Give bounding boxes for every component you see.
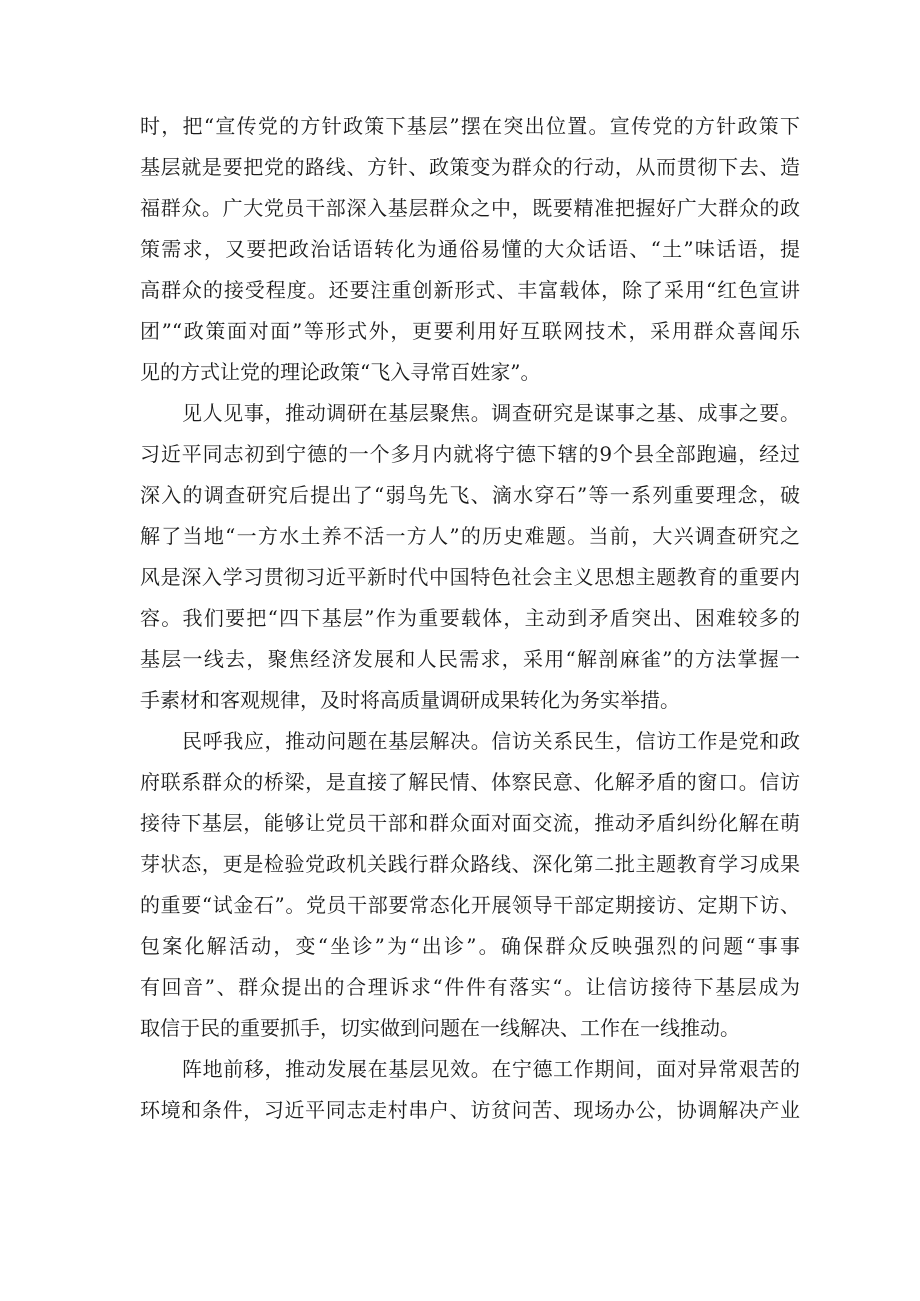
text-line: 包案化解活动，变“坐诊”为“出诊”。确保群众反映强烈的问题“事事 — [140, 934, 800, 958]
text-line: 时，把“宣传党的方针政策下基层”摆在突出位置。宣传党的方针政策下 — [140, 114, 800, 138]
text-line: 基层一线去，聚焦经济发展和人民需求，采用“解剖麻雀”的方法掌握一 — [140, 647, 800, 671]
paragraph-first-line: 见人见事，推动调研在基层聚焦。调查研究是谋事之基、成事之要。 — [182, 401, 800, 425]
text-line: 的重要“试金石”。党员干部要常态化开展领导干部定期接访、定期下访、 — [140, 893, 800, 917]
text-line: 芽状态，更是检验党政机关践行群众路线、深化第二批主题教育学习成果 — [140, 852, 800, 876]
text-line: 高群众的接受程度。还要注重创新形式、丰富载体，除了采用“红色宣讲 — [140, 278, 800, 302]
text-line: 府联系群众的桥梁，是直接了解民情、体察民意、化解矛盾的窗口。信访 — [140, 770, 800, 794]
text-line: 环境和条件，习近平同志走村串户、访贫问苦、现场办公，协调解决产业 — [140, 1098, 800, 1122]
text-line: 团”“政策面对面”等形式外，更要利用好互联网技术，采用群众喜闻乐 — [140, 319, 800, 343]
text-line: 习近平同志初到宁德的一个多月内就将宁德下辖的9个县全部跑遍，经过 — [140, 442, 800, 466]
text-line: 取信于民的重要抓手，切实做到问题在一线解决、工作在一线推动。 — [140, 1016, 740, 1040]
text-line: 容。我们要把“四下基层”作为重要载体，主动到矛盾突出、困难较多的 — [140, 606, 800, 630]
text-line: 福群众。广大党员干部深入基层群众之中，既要精准把握好广大群众的政 — [140, 196, 800, 220]
paragraph-first-line: 民呼我应，推动问题在基层解决。信访关系民生，信访工作是党和政 — [182, 729, 800, 753]
text-line: 深入的调查研究后提出了“弱鸟先飞、滴水穿石”等一系列重要理念，破 — [140, 483, 800, 507]
text-line: 策需求，又要把政治话语转化为通俗易懂的大众话语、“土”味话语，提 — [140, 237, 800, 261]
text-line: 解了当地“一方水土养不活一方人”的历史难题。当前，大兴调查研究之 — [140, 524, 800, 548]
text-line: 有回音”、群众提出的合理诉求“件件有落实“。让信访接待下基层成为 — [140, 975, 800, 999]
text-line: 见的方式让党的理论政策“飞入寻常百姓家”。 — [140, 360, 541, 384]
text-line: 手素材和客观规律，及时将高质量调研成果转化为务实举措。 — [140, 688, 680, 712]
text-line: 风是深入学习贯彻习近平新时代中国特色社会主义思想主题教育的重要内 — [140, 565, 800, 589]
text-line: 基层就是要把党的路线、方针、政策变为群众的行动，从而贯彻下去、造 — [140, 155, 800, 179]
paragraph-first-line: 阵地前移，推动发展在基层见效。在宁德工作期间，面对异常艰苦的 — [182, 1057, 800, 1081]
text-line: 接待下基层，能够让党员干部和群众面对面交流，推动矛盾纠纷化解在萌 — [140, 811, 800, 835]
